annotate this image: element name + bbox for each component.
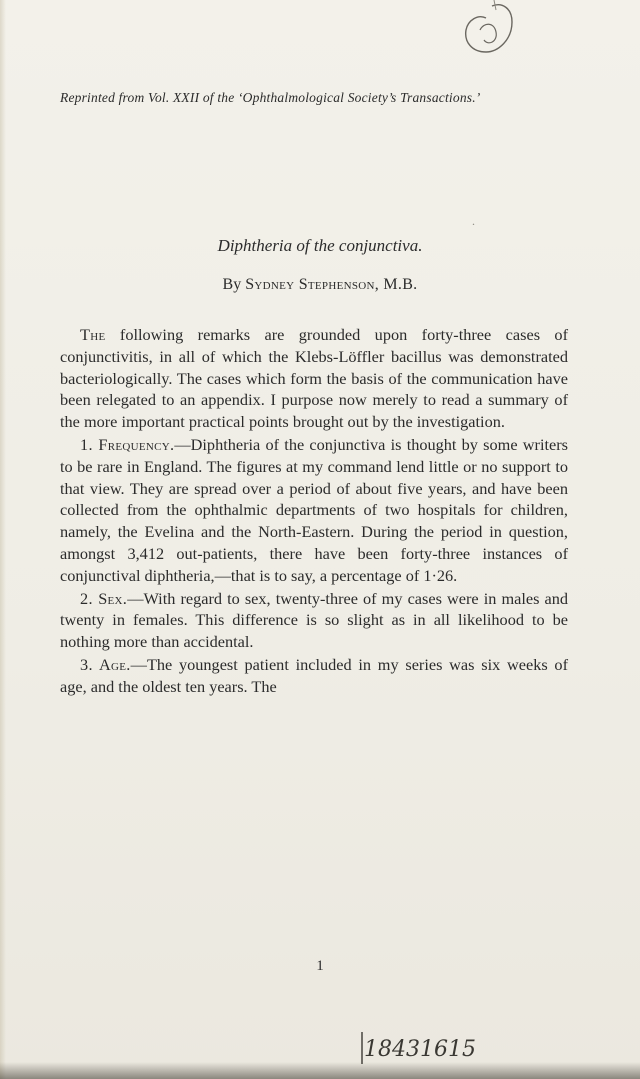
article-body — [60, 324, 568, 699]
paragraph-text: —With regard to sex, twenty-three of my cases were in males and twenty in females. This difference is so slight as in all likelihood to be nothing more than accidental. — [60, 588, 569, 652]
section-heading-frequency: 1. Frequency. — [80, 434, 175, 454]
author-name: Sydney Stephenson, M.B. — [245, 276, 418, 293]
page-edge-shadow — [0, 0, 6, 1079]
paragraph-sex — [60, 588, 568, 653]
reprint-note: Reprinted from Vol. XXII of the ‘Ophthalmological Society’s Transactions.’ — [60, 90, 481, 105]
section-heading-age: 3. Age. — [80, 654, 131, 674]
byline-prefix: By — [222, 276, 246, 293]
paragraph-text: following remarks are grounded upon forty-three cases of conjunctivitis, in all of which the Klebs-Löffler bacillus was demonstrated bacteriologically. The cases which form the basis of the communication have been relegated to an appendix. I purpose now merely to read a summary of the more important practical points brought out by the investigation. — [60, 325, 568, 432]
paragraph-lead: The — [80, 325, 106, 344]
paragraph-frequency — [60, 434, 568, 587]
paragraph-text: —The youngest patient included in my series was six weeks of age, and the oldest ten years. The — [60, 654, 568, 696]
page-number: 1 — [316, 958, 324, 974]
article-title: Diphtheria of the conjunctiva. — [217, 236, 423, 255]
section-heading-sex: 2. Sex. — [80, 588, 128, 608]
stray-mark: . — [472, 214, 475, 228]
scan-bottom-edge — [0, 1062, 640, 1079]
byline — [0, 276, 640, 294]
handwritten-text: 18431615 — [364, 1037, 476, 1062]
library-stamp-icon — [450, 0, 530, 90]
paragraph-age — [60, 654, 568, 698]
paragraph-text: —Diphtheria of the conjunctiva is thought by some writers to be rare in England. The figures at my command lend little or no support to that view. They are spread over a period of about five years, and have been collected from the ophthalmic departments of two hospitals for children, namely, the Evelina and the North-Eastern. During the period in question, amongst 3,412 out-patients, there have been forty-three instances of conjunctival diphtheria,—that is to say, a percentage of 1·26. — [60, 434, 568, 585]
paragraph-intro — [60, 324, 568, 433]
